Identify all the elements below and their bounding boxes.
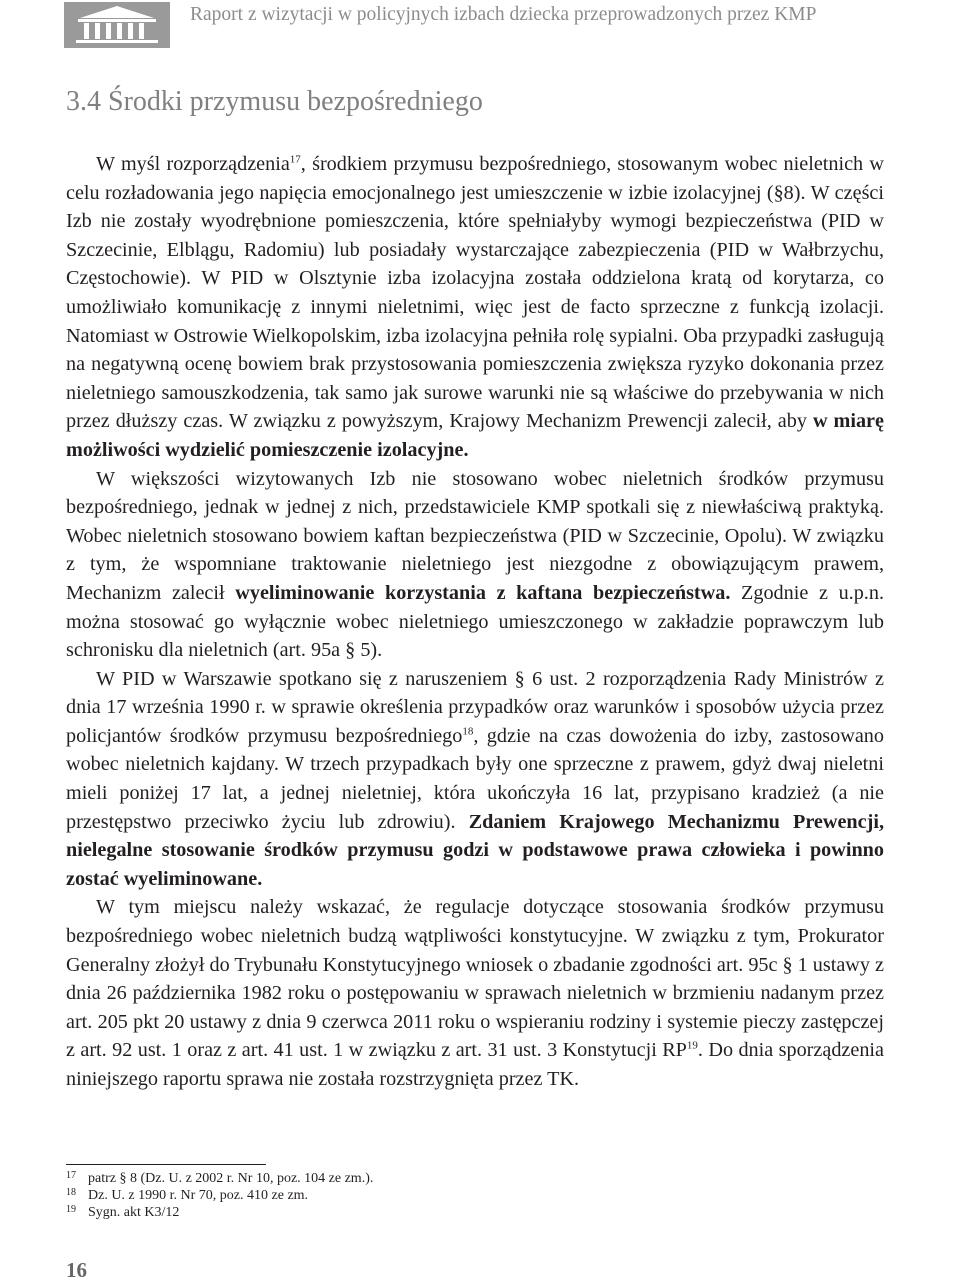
building-columns-logo-icon	[64, 2, 170, 48]
paragraph-4	[66, 893, 884, 1093]
text-run: , środkiem przymusu bezpośredniego, stosowanym wobec nieletnich w celu rozładowania jego napięcia emocjonalnego jest umieszczenie w izbie izolacyjnej (§8). W części Izb nie zostały wyodrębnione pomieszczenia, które spełniałyby wymogi bezpieczeństwa (PID w Szczecinie, Elblągu, Radomiu) lub posiadały wystarczające zabezpieczenia (PID w Wałbrzychu, Częstochowie). W PID w Olsztynie izba izolacyjna została oddzielona kratą od korytarza, co umożliwiało komunikację z innymi nieletnimi, więc jest de facto sprzeczne z funkcją izolacji. Natomiast w Ostrowie Wielkopolskim, izba izolacyjna pełniła rolę sypialni. Oba przypadki zasługują na negatywną ocenę bowiem brak przystosowania pomieszczenia zwiększa ryzyko dokonania przez nieletniego samouszkodzenia, tak samo jak surowe warunki nie są właściwe do przebywania w nich przez dłuższy czas. W związku z powyższym, Krajowy Mechanizm Prewencji zalecił, aby	[66, 153, 885, 433]
text-run: Zgodnie z u.p.n. można stosować go wyłącznie wobec nieletniego umieszczonego w zakładzie poprawczym lub schronisku dla nieletnich (art. 95a § 5).	[66, 581, 884, 662]
text-run: W PID w Warszawie spotkano się z naruszeniem § 6 ust. 2 rozporządzenia Rady Ministrów z dnia 17 września 1990 r. w sprawie określenia przypadków oraz warunków i sposobów użycia przez policjantów środków przymusu bezpośredniego	[66, 667, 884, 747]
footnote-text: patrz § 8 (Dz. U. z 2002 r. Nr 10, poz. 104 ze zm.).	[88, 1171, 374, 1186]
footnote-text: Sygn. akt K3/12	[88, 1205, 180, 1220]
running-header-title: Raport z wizytacji w policyjnych izbach dziecka przeprowadzonych przez KMP	[190, 4, 817, 25]
footnote-ref-19: 19	[686, 1039, 698, 1052]
bold-statement: Zdaniem Krajowego Mechanizmu Prewencji, nielegalne stosowanie środków przymusu godzi w podstawowe prawa człowieka i powinno zostać wyeliminowane.	[66, 810, 885, 890]
footnote-number: 19	[66, 1204, 76, 1215]
paragraph-1	[66, 150, 884, 465]
footnote-divider	[66, 1164, 266, 1165]
footnote-17	[66, 1170, 566, 1187]
section-title: 3.4 Środki przymusu bezpośredniego	[66, 86, 483, 117]
text-run: W tym miejscu należy wskazać, że regulacje dotyczące stosowania środków przymusu bezpośredniego wobec nieletnich budzą wątpliwości konstytucyjne. W związku z tym, Prokurator Generalny złożył do Trybunału Konstytucyjnego wniosek o zbadanie zgodności art. 95c § 1 ustawy z dnia 26 października 1982 roku o postępowaniu w sprawach nieletnich w brzmieniu nadanym przez art. 205 pkt 20 ustawy z dnia 9 czerwca 2011 roku o wspieraniu rodziny i systemie pieczy zastępczej z art. 92 ust. 1 oraz z art. 41 ust. 1 w związku z art. 31 ust. 3 Konstytucji RP	[66, 896, 884, 1062]
footnote-number: 17	[66, 1170, 76, 1181]
footnote-text: Dz. U. z 1990 r. Nr 70, poz. 410 ze zm.	[88, 1188, 309, 1203]
text-run: W większości wizytowanych Izb nie stosowano wobec nieletnich środków przymusu bezpośredniego, jednak w jednej z nich, przedstawiciele KMP spotkali się z niewłaściwą praktyką. Wobec nieletnich stosowano bowiem kaftan bezpieczeństwa (PID w Szczecinie, Opolu). W związku z tym, że wspomniane traktowanie nieletniego jest niezgodne z obowiązującym prawem, Mechanizm zalecił	[66, 467, 884, 604]
text-run: , gdzie na czas dowożenia do izby, zastosowano wobec nieletnich kajdany. W trzech przypadkach były one sprzeczne z prawem, gdyż dwaj nieletni mieli poniżej 17 lat, a jednej nieletniej, która ukończyła 16 lat, przypisano kradzież (a nie przestępstwo przeciwko życiu lub zdrowiu).	[66, 724, 884, 833]
text-run: W myśl rozporządzenia	[96, 153, 290, 175]
paragraph-2	[66, 465, 884, 665]
footnote-number: 18	[66, 1187, 76, 1198]
footnote-ref-17: 17	[289, 153, 301, 166]
page-number: 16	[66, 1258, 87, 1282]
footnotes	[66, 1170, 566, 1221]
footnote-ref-18: 18	[462, 725, 474, 738]
body-text	[66, 150, 884, 1094]
footnote-19	[66, 1204, 566, 1221]
text-run: . Do dnia sporządzenia niniejszego raportu sprawa nie została rozstrzygnięta przez TK.	[66, 1039, 884, 1090]
bold-recommendation: w miarę możliwości wydzielić pomieszczenie izolacyjne.	[66, 410, 884, 461]
footnote-18	[66, 1187, 566, 1204]
paragraph-3	[66, 665, 884, 894]
bold-recommendation: wyeliminowanie korzystania z kaftana bezpieczeństwa.	[235, 581, 731, 604]
